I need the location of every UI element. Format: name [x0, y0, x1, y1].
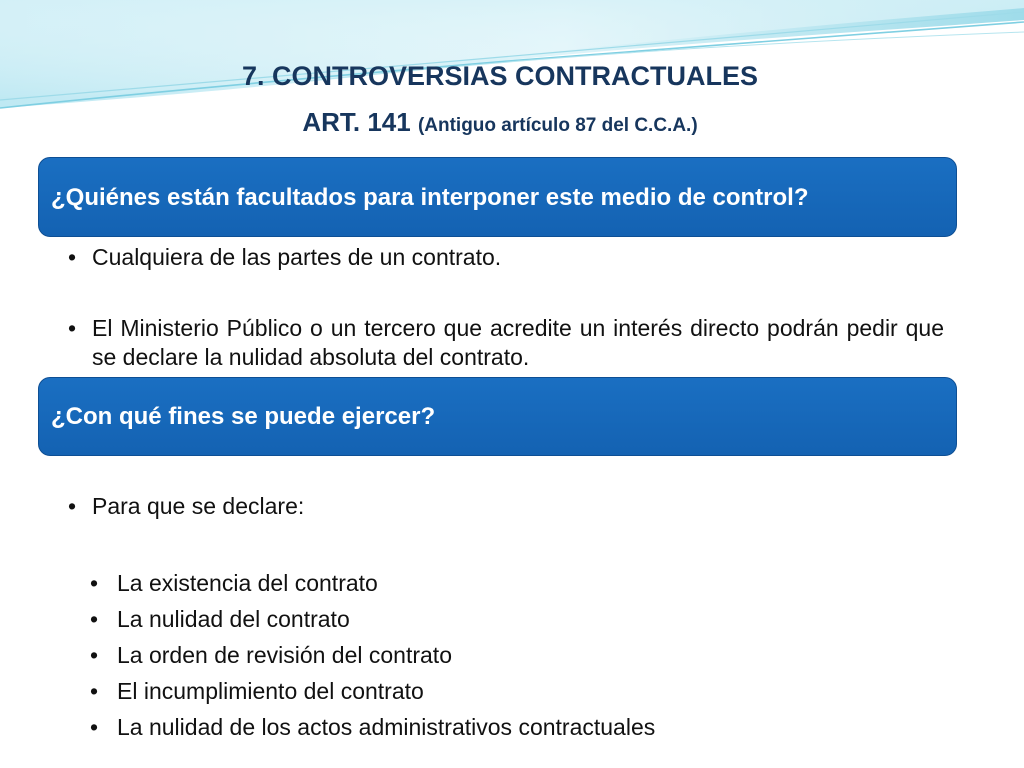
answer-text: El Ministerio Público o un tercero que acredite un interés directo podrán pedir que se declare la nulidad absoluta del contrato.: [92, 315, 944, 370]
slide-title: 7. CONTROVERSIAS CONTRACTUALES: [241, 61, 759, 91]
bullet-icon: •: [68, 244, 77, 270]
list-item: [88, 637, 888, 673]
answer-text: Cualquiera de las partes de un contrato.: [92, 244, 502, 270]
bullet-icon: •: [68, 315, 77, 341]
bullet-icon: •: [90, 570, 99, 596]
list-item: [64, 492, 944, 521]
bullet-icon: •: [90, 714, 99, 740]
question-box-1: [38, 157, 957, 237]
question-box-2: [38, 377, 957, 456]
bullet-icon: •: [90, 678, 99, 704]
purpose-list: [88, 565, 888, 745]
bullet-icon: •: [90, 642, 99, 668]
slide-subtitle: [120, 106, 880, 142]
purpose-text: La existencia del contrato: [117, 570, 378, 596]
list-item: [88, 709, 888, 745]
answer-intro-text: Para que se declare:: [92, 493, 305, 519]
article-note: (Antiguo artículo 87 del C.C.A.): [417, 115, 698, 136]
bullet-icon: •: [68, 493, 77, 519]
answer-list-2: [64, 492, 944, 521]
question-1-text: ¿Quiénes están facultados para interponer este medio de control?: [51, 183, 809, 211]
purpose-text: La orden de revisión del contrato: [117, 642, 452, 668]
list-item: [88, 565, 888, 601]
list-item: [64, 243, 944, 272]
answer-list-1: [64, 243, 944, 372]
purpose-text: La nulidad de los actos administrativos contractuales: [117, 714, 656, 740]
list-item: [64, 314, 944, 372]
article-number: ART. 141: [302, 107, 411, 137]
list-item: [88, 673, 888, 709]
question-2-text: ¿Con qué fines se puede ejercer?: [51, 403, 436, 430]
bullet-icon: •: [90, 606, 99, 632]
purpose-text: El incumplimiento del contrato: [117, 678, 424, 704]
list-item: [88, 601, 888, 637]
purpose-text: La nulidad del contrato: [117, 606, 350, 632]
